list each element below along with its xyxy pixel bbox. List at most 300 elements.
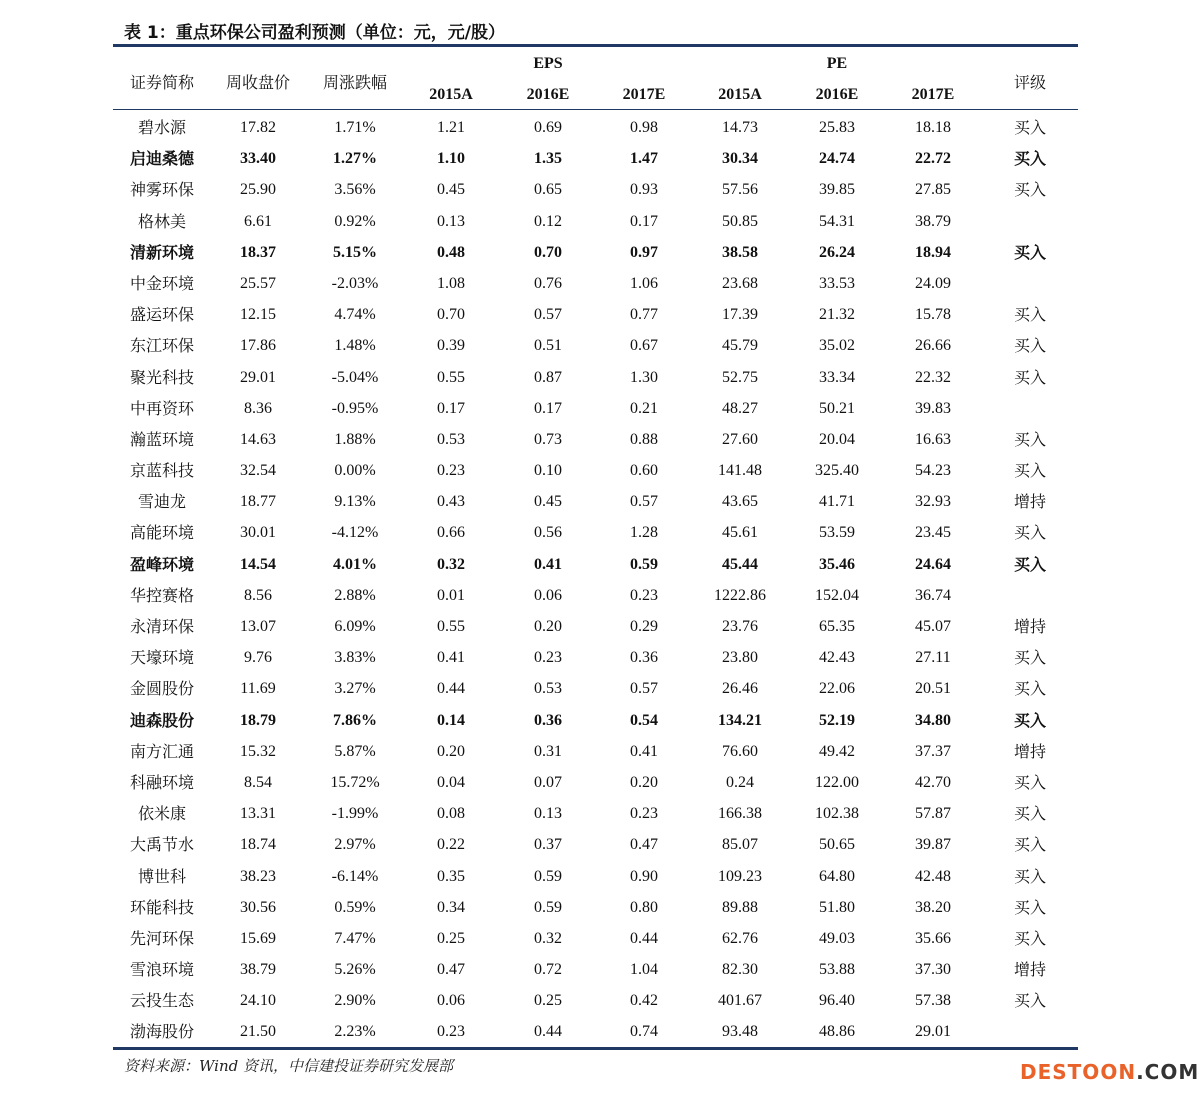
header-eps-2017: 2017E — [622, 86, 666, 103]
cell-pe-2017: 39.83 — [915, 399, 951, 417]
cell-eps-2016: 0.17 — [534, 399, 562, 417]
cell-name: 清新环境 — [129, 242, 195, 262]
cell-change: 4.01% — [333, 555, 377, 573]
cell-rating: 买入 — [1013, 336, 1047, 356]
cell-eps-2015: 0.20 — [437, 742, 465, 760]
cell-eps-2015: 0.22 — [437, 836, 465, 854]
cell-eps-2016: 0.23 — [534, 649, 562, 667]
cell-name: 环能科技 — [129, 897, 195, 917]
cell-rating: 增持 — [1013, 492, 1047, 512]
table-row — [113, 393, 1078, 424]
cell-pe-2017: 15.78 — [915, 306, 951, 324]
cell-close: 8.54 — [244, 773, 272, 791]
cell-eps-2017: 1.28 — [630, 524, 658, 542]
cell-pe-2016: 102.38 — [815, 805, 859, 823]
cell-pe-2017: 29.01 — [915, 1023, 951, 1041]
cell-eps-2016: 0.72 — [534, 961, 562, 979]
cell-close: 14.54 — [240, 555, 276, 573]
cell-pe-2017: 37.30 — [915, 961, 951, 979]
cell-eps-2016: 0.69 — [534, 119, 562, 136]
cell-eps-2017: 1.47 — [630, 150, 658, 168]
table-top-rule — [113, 44, 1078, 47]
cell-close: 18.37 — [240, 243, 276, 261]
cell-eps-2015: 1.21 — [437, 119, 465, 136]
cell-eps-2017: 0.21 — [630, 399, 658, 417]
cell-change: -4.12% — [331, 524, 379, 542]
cell-rating: 增持 — [1013, 617, 1047, 636]
table-row — [113, 268, 1078, 299]
forecast-table-body — [113, 112, 1078, 1048]
cell-eps-2017: 0.20 — [630, 773, 658, 791]
cell-pe-2015: 52.75 — [722, 368, 758, 386]
cell-eps-2015: 0.35 — [437, 867, 465, 885]
cell-rating: 增持 — [1013, 741, 1047, 761]
cell-pe-2015: 57.56 — [722, 181, 758, 199]
cell-change: 2.88% — [334, 586, 376, 604]
cell-pe-2017: 34.80 — [915, 711, 951, 729]
table-row — [113, 517, 1078, 548]
cell-pe-2015: 23.68 — [722, 274, 758, 292]
cell-pe-2016: 26.24 — [819, 243, 855, 261]
cell-pe-2017: 38.79 — [915, 212, 951, 230]
cell-pe-2016: 152.04 — [815, 586, 859, 604]
cell-pe-2017: 16.63 — [915, 430, 951, 448]
cell-name: 大禹节水 — [129, 835, 195, 855]
cell-change: 5.26% — [334, 961, 376, 979]
cell-change: 5.15% — [333, 243, 377, 261]
cell-name: 渤海股份 — [129, 1022, 195, 1042]
header-pe-2016: 2016E — [815, 86, 859, 103]
watermark-logo — [1020, 1060, 1199, 1084]
table-row — [113, 455, 1078, 486]
cell-change: 4.74% — [334, 306, 376, 324]
cell-eps-2015: 0.14 — [437, 711, 465, 729]
cell-eps-2015: 0.01 — [437, 586, 465, 604]
cell-eps-2017: 0.98 — [630, 119, 658, 136]
table-row — [113, 736, 1078, 767]
cell-change: -0.95% — [331, 399, 379, 417]
cell-change: 1.88% — [334, 430, 376, 448]
cell-rating: 买入 — [1013, 523, 1047, 543]
cell-pe-2017: 37.37 — [915, 742, 951, 760]
cell-eps-2015: 1.10 — [437, 150, 465, 168]
cell-eps-2015: 0.17 — [437, 399, 465, 417]
cell-name: 碧水源 — [137, 118, 187, 137]
header-pe-group: PE — [826, 55, 848, 72]
cell-pe-2016: 48.86 — [819, 1023, 855, 1041]
cell-eps-2017: 0.57 — [630, 680, 658, 698]
cell-pe-2016: 42.43 — [819, 649, 855, 667]
cell-name: 神雾环保 — [129, 180, 195, 200]
cell-pe-2015: 30.34 — [722, 150, 758, 168]
cell-pe-2015: 45.44 — [722, 555, 758, 573]
cell-change: -2.03% — [331, 274, 379, 292]
cell-change: 15.72% — [330, 773, 380, 791]
cell-close: 18.79 — [240, 711, 276, 729]
cell-close: 17.86 — [240, 337, 276, 355]
cell-pe-2015: 93.48 — [722, 1023, 758, 1041]
cell-eps-2017: 0.44 — [630, 929, 658, 947]
cell-eps-2015: 0.70 — [437, 306, 465, 324]
cell-eps-2015: 0.06 — [437, 992, 465, 1010]
table-row — [113, 673, 1078, 704]
cell-eps-2016: 0.45 — [534, 493, 562, 511]
cell-rating: 买入 — [1013, 149, 1047, 169]
cell-eps-2017: 0.59 — [630, 555, 658, 573]
cell-pe-2015: 1222.86 — [714, 586, 766, 604]
cell-change: 3.83% — [334, 649, 376, 667]
cell-close: 15.32 — [240, 742, 276, 760]
cell-eps-2017: 0.80 — [630, 898, 658, 916]
cell-eps-2015: 0.23 — [437, 1023, 465, 1041]
cell-rating: 买入 — [1013, 648, 1047, 668]
cell-pe-2017: 24.09 — [915, 274, 951, 292]
cell-eps-2016: 0.25 — [534, 992, 562, 1010]
cell-close: 8.56 — [244, 586, 272, 604]
cell-rating: 买入 — [1013, 835, 1047, 855]
cell-pe-2015: 38.58 — [722, 243, 758, 261]
cell-close: 18.74 — [240, 836, 276, 854]
cell-pe-2017: 23.45 — [915, 524, 951, 542]
cell-eps-2016: 0.41 — [534, 555, 562, 573]
cell-name: 中再资环 — [129, 398, 195, 418]
cell-change: 1.71% — [334, 119, 376, 136]
cell-close: 21.50 — [240, 1023, 276, 1041]
cell-eps-2016: 0.76 — [534, 274, 562, 292]
cell-name: 雪迪龙 — [137, 492, 187, 512]
cell-pe-2015: 27.60 — [722, 430, 758, 448]
cell-close: 24.10 — [240, 992, 276, 1010]
cell-rating: 买入 — [1013, 928, 1047, 948]
watermark-part1: DESTOON — [1020, 1060, 1137, 1084]
cell-eps-2017: 0.17 — [630, 212, 658, 230]
cell-eps-2016: 0.87 — [534, 368, 562, 386]
cell-pe-2017: 32.93 — [915, 493, 951, 511]
cell-pe-2015: 43.65 — [722, 493, 758, 511]
table-row — [113, 299, 1078, 330]
cell-pe-2016: 54.31 — [819, 212, 855, 230]
cell-eps-2016: 0.51 — [534, 337, 562, 355]
cell-rating: 买入 — [1013, 679, 1047, 699]
cell-eps-2016: 0.13 — [534, 805, 562, 823]
cell-eps-2017: 0.23 — [630, 805, 658, 823]
header-pe-2015: 2015A — [718, 86, 762, 103]
cell-eps-2016: 0.12 — [534, 212, 562, 230]
cell-eps-2015: 0.08 — [437, 805, 465, 823]
table-row — [113, 642, 1078, 673]
cell-close: 12.15 — [240, 306, 276, 324]
cell-name: 盈峰环境 — [129, 554, 195, 574]
cell-eps-2015: 0.45 — [437, 181, 465, 199]
cell-name: 高能环境 — [129, 523, 195, 543]
cell-name: 华控赛格 — [129, 585, 195, 605]
cell-pe-2016: 96.40 — [819, 992, 855, 1010]
cell-eps-2015: 0.25 — [437, 929, 465, 947]
table-row — [113, 705, 1078, 736]
cell-eps-2017: 0.97 — [630, 243, 658, 261]
cell-change: -1.99% — [331, 805, 379, 823]
cell-pe-2016: 33.34 — [819, 368, 855, 386]
cell-eps-2015: 0.44 — [437, 680, 465, 698]
cell-change: 0.92% — [334, 212, 376, 230]
cell-eps-2016: 0.59 — [534, 867, 562, 885]
cell-name: 天壕环境 — [129, 648, 195, 668]
cell-pe-2017: 18.94 — [915, 243, 951, 261]
cell-eps-2016: 0.10 — [534, 462, 562, 480]
table-row — [113, 143, 1078, 174]
cell-pe-2015: 89.88 — [722, 898, 758, 916]
cell-pe-2015: 109.23 — [718, 867, 762, 885]
cell-close: 38.23 — [240, 867, 276, 885]
header-eps-2015: 2015A — [429, 86, 473, 103]
cell-close: 8.36 — [244, 399, 272, 417]
table-row — [113, 1016, 1078, 1047]
table-row — [113, 580, 1078, 611]
cell-pe-2017: 42.48 — [915, 867, 951, 885]
cell-eps-2016: 0.56 — [534, 524, 562, 542]
cell-pe-2016: 50.21 — [819, 399, 855, 417]
cell-name: 永清环保 — [129, 617, 195, 636]
cell-name: 盛运环保 — [129, 305, 195, 325]
cell-pe-2015: 62.76 — [722, 929, 758, 947]
cell-pe-2017: 27.11 — [915, 649, 951, 667]
cell-rating: 买入 — [1013, 118, 1047, 137]
cell-eps-2016: 0.31 — [534, 742, 562, 760]
cell-eps-2017: 0.60 — [630, 462, 658, 480]
cell-close: 30.01 — [240, 524, 276, 542]
table-row — [113, 767, 1078, 798]
cell-name: 东江环保 — [129, 336, 195, 356]
header-change: 周涨跌幅 — [322, 73, 388, 92]
header-divider — [113, 109, 1078, 110]
cell-close: 13.31 — [240, 805, 276, 823]
cell-pe-2016: 20.04 — [819, 430, 855, 448]
cell-close: 25.57 — [240, 274, 276, 292]
cell-pe-2016: 22.06 — [819, 680, 855, 698]
table-bottom-rule — [113, 1047, 1078, 1050]
cell-close: 25.90 — [240, 181, 276, 199]
cell-rating: 买入 — [1013, 991, 1047, 1011]
table-row — [113, 829, 1078, 860]
cell-pe-2016: 65.35 — [819, 618, 855, 635]
cell-pe-2017: 57.38 — [915, 992, 951, 1010]
cell-close: 30.56 — [240, 898, 276, 916]
cell-eps-2016: 0.65 — [534, 181, 562, 199]
cell-pe-2016: 53.88 — [819, 961, 855, 979]
header-eps-2016: 2016E — [526, 86, 570, 103]
table-row — [113, 892, 1078, 923]
cell-pe-2015: 166.38 — [718, 805, 762, 823]
header-name: 证券简称 — [129, 73, 195, 92]
cell-eps-2016: 0.70 — [534, 243, 562, 261]
cell-rating: 买入 — [1013, 367, 1047, 387]
cell-eps-2017: 1.30 — [630, 368, 658, 386]
cell-eps-2015: 0.39 — [437, 337, 465, 355]
cell-eps-2015: 0.13 — [437, 212, 465, 230]
cell-pe-2015: 23.76 — [722, 618, 758, 635]
cell-name: 先河环保 — [129, 928, 195, 948]
cell-eps-2017: 1.06 — [630, 274, 658, 292]
cell-pe-2015: 76.60 — [722, 742, 758, 760]
cell-rating: 买入 — [1013, 710, 1047, 730]
cell-eps-2017: 0.54 — [630, 711, 658, 729]
cell-pe-2017: 45.07 — [915, 618, 951, 635]
cell-rating: 买入 — [1013, 429, 1047, 449]
cell-eps-2017: 0.93 — [630, 181, 658, 199]
cell-pe-2015: 23.80 — [722, 649, 758, 667]
cell-pe-2017: 38.20 — [915, 898, 951, 916]
cell-eps-2015: 0.53 — [437, 430, 465, 448]
cell-eps-2017: 0.57 — [630, 493, 658, 511]
cell-eps-2016: 0.73 — [534, 430, 562, 448]
cell-pe-2017: 24.64 — [915, 555, 951, 573]
cell-eps-2017: 0.36 — [630, 649, 658, 667]
cell-eps-2017: 0.77 — [630, 306, 658, 324]
cell-pe-2016: 33.53 — [819, 274, 855, 292]
cell-name: 迪森股份 — [129, 710, 195, 730]
cell-change: -5.04% — [331, 368, 379, 386]
cell-eps-2015: 0.41 — [437, 649, 465, 667]
cell-pe-2015: 48.27 — [722, 399, 758, 417]
cell-pe-2015: 50.85 — [722, 212, 758, 230]
cell-eps-2017: 0.29 — [630, 618, 658, 635]
cell-pe-2016: 35.02 — [819, 337, 855, 355]
cell-pe-2017: 22.32 — [915, 368, 951, 386]
cell-eps-2017: 0.88 — [630, 430, 658, 448]
cell-change: 5.87% — [334, 742, 376, 760]
cell-name: 南方汇通 — [129, 741, 195, 761]
cell-eps-2016: 0.06 — [534, 586, 562, 604]
cell-pe-2017: 18.18 — [915, 119, 951, 136]
cell-rating: 买入 — [1013, 180, 1047, 200]
cell-pe-2017: 20.51 — [915, 680, 951, 698]
cell-eps-2015: 0.48 — [437, 243, 465, 261]
header-rating: 评级 — [1013, 73, 1047, 92]
header-eps-group: EPS — [533, 55, 563, 72]
cell-eps-2016: 0.59 — [534, 898, 562, 916]
table-row — [113, 486, 1078, 517]
cell-pe-2015: 401.67 — [718, 992, 762, 1010]
cell-pe-2015: 14.73 — [722, 119, 758, 136]
cell-rating: 买入 — [1013, 866, 1047, 886]
cell-close: 17.82 — [240, 119, 276, 136]
cell-eps-2015: 0.55 — [437, 368, 465, 386]
table-row — [113, 112, 1078, 143]
cell-change: 7.47% — [334, 929, 376, 947]
cell-pe-2016: 325.40 — [815, 462, 859, 480]
cell-rating: 买入 — [1013, 804, 1047, 824]
table-row — [113, 861, 1078, 892]
cell-pe-2016: 39.85 — [819, 181, 855, 199]
cell-eps-2016: 0.53 — [534, 680, 562, 698]
cell-change: 9.13% — [334, 493, 376, 511]
cell-pe-2017: 22.72 — [915, 150, 951, 168]
cell-pe-2016: 41.71 — [819, 493, 855, 511]
cell-name: 博世科 — [137, 866, 187, 886]
cell-name: 云投生态 — [129, 991, 195, 1011]
cell-pe-2016: 122.00 — [815, 773, 859, 791]
source-note: 资料来源：Wind 资讯，中信建投证券研究发展部 — [124, 1057, 453, 1075]
cell-name: 启迪桑德 — [129, 149, 195, 169]
header-close: 周收盘价 — [225, 73, 291, 92]
cell-pe-2015: 45.79 — [722, 337, 758, 355]
cell-pe-2016: 64.80 — [819, 867, 855, 885]
cell-pe-2015: 26.46 — [722, 680, 758, 698]
table-row — [113, 985, 1078, 1016]
table-row — [113, 362, 1078, 393]
cell-change: 3.56% — [334, 181, 376, 199]
cell-close: 18.77 — [240, 493, 276, 511]
cell-change: 2.97% — [334, 836, 376, 854]
cell-rating: 增持 — [1013, 960, 1047, 980]
cell-change: 6.09% — [334, 618, 376, 635]
cell-eps-2015: 0.47 — [437, 961, 465, 979]
table-row — [113, 798, 1078, 829]
cell-pe-2016: 24.74 — [819, 150, 855, 168]
table-title: 表 1：重点环保公司盈利预测（单位：元，元/股） — [124, 23, 505, 43]
cell-pe-2015: 0.24 — [726, 773, 754, 791]
cell-pe-2016: 49.42 — [819, 742, 855, 760]
cell-pe-2015: 134.21 — [718, 711, 762, 729]
cell-pe-2015: 82.30 — [722, 961, 758, 979]
cell-eps-2015: 0.32 — [437, 555, 465, 573]
cell-name: 依米康 — [137, 804, 187, 824]
cell-close: 6.61 — [244, 212, 272, 230]
cell-eps-2017: 0.74 — [630, 1023, 658, 1041]
cell-eps-2016: 0.20 — [534, 618, 562, 635]
cell-eps-2015: 0.66 — [437, 524, 465, 542]
cell-pe-2016: 49.03 — [819, 929, 855, 947]
cell-pe-2015: 17.39 — [722, 306, 758, 324]
cell-pe-2015: 45.61 — [722, 524, 758, 542]
cell-pe-2017: 27.85 — [915, 181, 951, 199]
cell-name: 聚光科技 — [129, 367, 195, 387]
cell-close: 14.63 — [240, 430, 276, 448]
cell-change: 1.48% — [334, 337, 376, 355]
cell-pe-2016: 53.59 — [819, 524, 855, 542]
cell-name: 京蓝科技 — [129, 461, 195, 481]
cell-change: -6.14% — [331, 867, 379, 885]
cell-eps-2016: 1.35 — [534, 150, 562, 168]
cell-pe-2017: 39.87 — [915, 836, 951, 854]
cell-name: 雪浪环境 — [129, 960, 195, 980]
cell-eps-2016: 0.57 — [534, 306, 562, 324]
cell-change: 7.86% — [333, 711, 377, 729]
cell-eps-2017: 0.90 — [630, 867, 658, 885]
table-row — [113, 549, 1078, 580]
cell-change: 1.27% — [333, 150, 377, 168]
cell-eps-2015: 1.08 — [437, 274, 465, 292]
cell-close: 32.54 — [240, 462, 276, 480]
cell-rating: 买入 — [1013, 897, 1047, 917]
cell-pe-2016: 52.19 — [819, 711, 855, 729]
cell-close: 11.69 — [240, 680, 276, 698]
table-row — [113, 206, 1078, 237]
table-row — [113, 330, 1078, 361]
cell-name: 金圆股份 — [129, 679, 195, 699]
cell-eps-2015: 0.34 — [437, 898, 465, 916]
cell-name: 瀚蓝环境 — [129, 429, 195, 449]
cell-change: 2.90% — [334, 992, 376, 1010]
cell-pe-2015: 141.48 — [718, 462, 762, 480]
cell-eps-2016: 0.37 — [534, 836, 562, 854]
cell-pe-2016: 25.83 — [819, 119, 855, 136]
cell-pe-2016: 51.80 — [819, 898, 855, 916]
cell-eps-2016: 0.07 — [534, 773, 562, 791]
cell-eps-2017: 0.47 — [630, 836, 658, 854]
cell-change: 0.00% — [334, 462, 376, 480]
cell-name: 中金环境 — [129, 273, 195, 293]
